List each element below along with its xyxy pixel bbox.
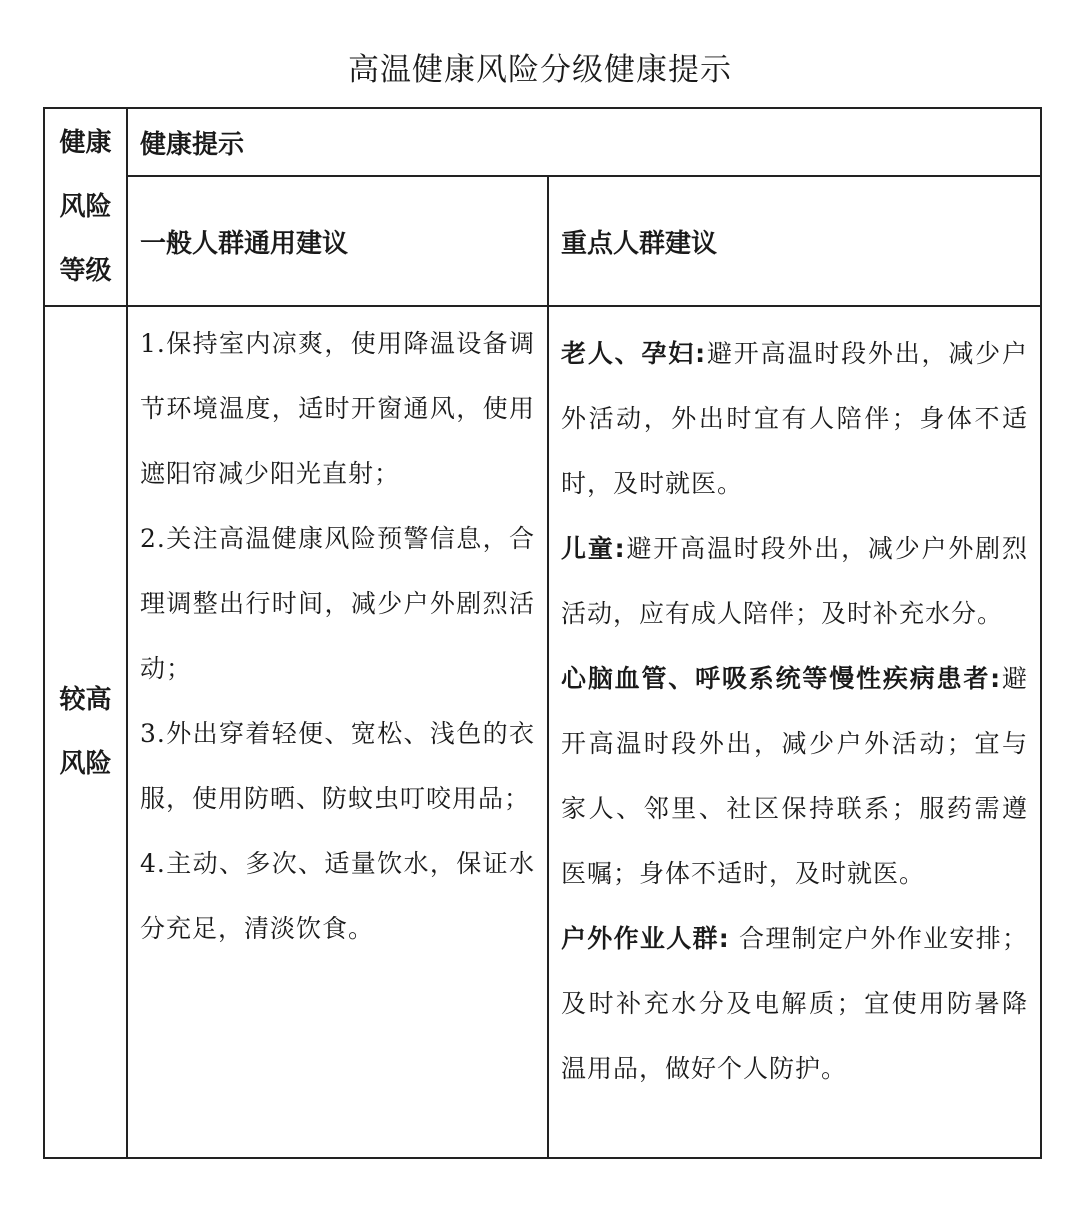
key-group-name: 心脑血管、呼吸系统等慢性疾病患者:: [561, 664, 1002, 693]
risk-level-table: [43, 107, 1042, 1159]
general-advice-item: 1.保持室内凉爽，使用降温设备调节环境温度，适时开窗通风，使用遮阳帘减少阳光直射；: [140, 329, 535, 488]
header-health-hint: 健康提示: [127, 108, 1041, 176]
document-title: 高温健康风险分级健康提示: [348, 52, 732, 88]
header-level-line: 健康: [59, 128, 112, 158]
header-key-population: 重点人群建议: [548, 176, 1041, 306]
key-group-name: 老人、孕妇:: [561, 339, 707, 368]
risk-level-line: 风险: [59, 749, 112, 779]
general-advice-cell: [127, 306, 548, 1158]
key-group-chronic-patients: [561, 646, 1028, 906]
table-row: [44, 306, 1041, 1158]
header-health-risk-level: [44, 108, 127, 306]
risk-level-line: 较高: [59, 685, 112, 715]
header-level-line: 等级: [59, 256, 112, 286]
key-group-name: 户外作业人群:: [561, 924, 730, 953]
key-group-name: 儿童:: [561, 534, 626, 563]
risk-level-cell: [44, 306, 127, 1158]
key-group-text: 避开高温时段外出，减少户外活动，外出时宜有人陪伴；身体不适时，及时就医。: [561, 339, 1029, 498]
general-advice-item: 2.关注高温健康风险预警信息，合理调整出行时间，减少户外剧烈活动；: [140, 524, 535, 683]
header-level-line: 风险: [59, 192, 112, 222]
general-advice-item: 4.主动、多次、适量饮水，保证水分充足，清淡饮食。: [140, 849, 535, 943]
table-subheader-row: [44, 176, 1041, 306]
key-group-outdoor-workers: [561, 906, 1028, 1101]
header-general-population: 一般人群通用建议: [127, 176, 548, 306]
table-header-row: [44, 108, 1041, 176]
general-advice-item: 3.外出穿着轻便、宽松、浅色的衣服，使用防晒、防蚊虫叮咬用品；: [140, 719, 535, 813]
key-group-text: 避开高温时段外出，减少户外剧烈活动，应有成人陪伴；及时补充水分。: [561, 534, 1029, 628]
key-group-text: 避开高温时段外出，减少户外活动；宜与家人、邻里、社区保持联系；服药需遵医嘱；身体不适时，及时就医。: [561, 664, 1029, 888]
key-group-children: [561, 516, 1028, 646]
key-group-elderly-pregnant: [561, 321, 1028, 516]
key-population-advice-cell: [548, 306, 1041, 1158]
key-group-text: 合理制定户外作业安排；及时补充水分及电解质；宜使用防暑降温用品，做好个人防护。: [561, 924, 1029, 1083]
